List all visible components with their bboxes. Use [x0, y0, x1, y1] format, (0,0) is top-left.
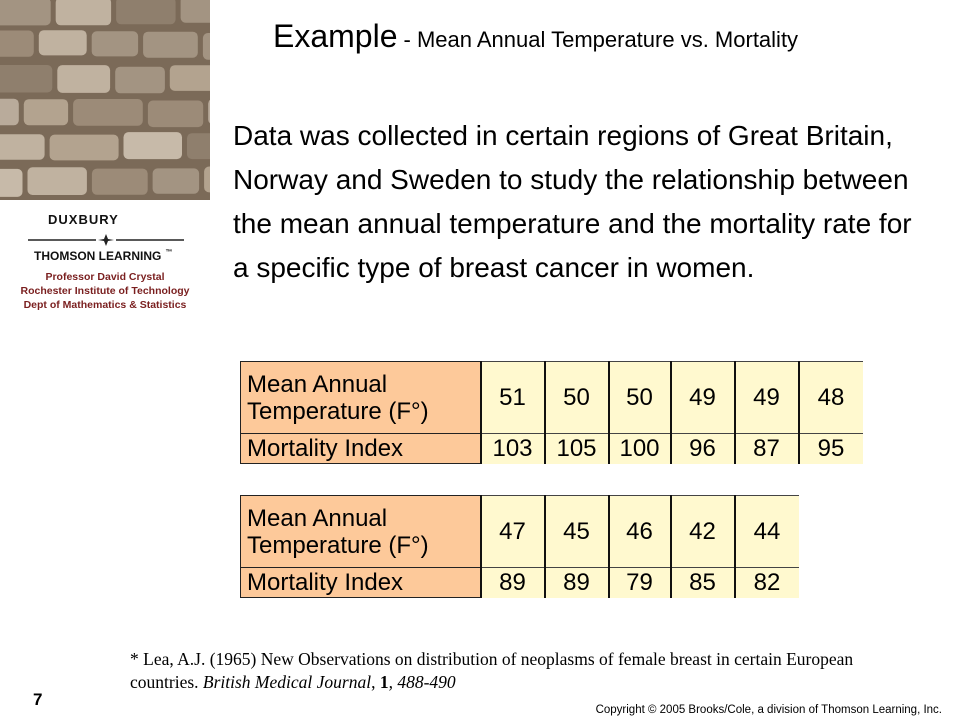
- citation-footnote: * Lea, A.J. (1965) New Observations on distribution of neoplasms of female breast in certain European countries. British Medical Journal, 1, 488-490: [130, 649, 854, 692]
- temperature-label-line1: Mean Annual: [247, 370, 388, 398]
- stone-block: [57, 65, 110, 93]
- mortality-cell: 85: [671, 568, 735, 598]
- stone-block: [0, 31, 34, 57]
- data-table-2: [240, 495, 799, 598]
- stone-wall-image: [0, 0, 210, 200]
- stone-block: [92, 31, 138, 56]
- temperature-cell: 49: [735, 362, 799, 434]
- temperature-cell: 50: [545, 362, 609, 434]
- stone-block: [148, 101, 203, 128]
- stone-block: [39, 30, 87, 55]
- citation-pages: 488-490: [397, 672, 456, 692]
- temperature-label: [241, 496, 481, 568]
- mortality-cell: 87: [735, 434, 799, 464]
- citation-journal: British Medical Journal: [202, 672, 372, 692]
- temperature-cell: 49: [671, 362, 735, 434]
- stone-block: [181, 0, 210, 23]
- temperature-label: [241, 362, 481, 434]
- temperature-cell: 45: [545, 496, 609, 568]
- stone-block: [0, 169, 23, 197]
- logo-trademark: ™: [165, 249, 173, 256]
- mortality-label: Mortality Index: [241, 434, 481, 464]
- logo-line-2: Rochester Institute of Technology: [20, 285, 190, 297]
- stone-block: [0, 0, 51, 25]
- citation-text: * Lea, A.J. (1965) New Observations on distribution of neoplasms of female breast in certain European countries.: [130, 649, 854, 692]
- stone-block: [208, 99, 210, 125]
- temperature-cell: 51: [481, 362, 545, 434]
- mortality-cell: 96: [671, 434, 735, 464]
- mortality-cell: 82: [735, 568, 799, 598]
- mortality-row: [241, 434, 863, 464]
- temperature-row: [241, 496, 799, 568]
- logo-line-1: Professor David Crystal: [45, 271, 165, 283]
- title-subtitle: - Mean Annual Temperature vs. Mortality: [403, 27, 799, 52]
- temperature-cell: 48: [799, 362, 863, 434]
- temperature-label-line2: Temperature (F°): [247, 531, 429, 559]
- stone-block: [0, 99, 19, 126]
- stone-block: [124, 132, 183, 159]
- logo-star-icon: [28, 234, 184, 246]
- citation-volume: 1: [379, 672, 389, 692]
- mortality-cell: 103: [481, 434, 545, 464]
- stone-block: [204, 167, 210, 193]
- stone-block: [0, 134, 45, 159]
- stone-block: [50, 135, 119, 161]
- temperature-label-line2: Temperature (F°): [247, 397, 429, 425]
- mortality-cell: 95: [799, 434, 863, 464]
- logo-line-3: Dept of Mathematics & Statistics: [23, 299, 187, 311]
- temperature-label-line1: Mean Annual: [247, 504, 388, 532]
- stone-block: [170, 65, 210, 91]
- logo-publisher-text: THOMSON LEARNING: [34, 249, 162, 263]
- stone-block: [153, 168, 200, 193]
- stone-block: [143, 32, 198, 58]
- body-paragraph: Data was collected in certain regions of Great Britain, Norway and Sweden to study the relationship between the mean annual temperature and the mortality rate for a specific type of breast cancer in women.: [233, 120, 912, 283]
- stone-block: [115, 67, 165, 94]
- slide-title: [273, 18, 798, 55]
- copyright-notice: Copyright © 2005 Brooks/Cole, a division of Thomson Learning, Inc.: [595, 704, 942, 716]
- stone-block: [0, 65, 52, 93]
- temperature-cell: 50: [609, 362, 671, 434]
- temperature-cell: 47: [481, 496, 545, 568]
- data-table-1: [240, 361, 863, 464]
- mortality-row: [241, 568, 799, 598]
- title-main: Example: [273, 18, 398, 54]
- stone-block: [116, 0, 176, 24]
- temperature-cell: 44: [735, 496, 799, 568]
- stone-block: [92, 169, 148, 195]
- page-number: 7: [33, 690, 43, 709]
- logo-brand: DUXBURY: [48, 212, 119, 227]
- mortality-cell: 105: [545, 434, 609, 464]
- temperature-cell: 42: [671, 496, 735, 568]
- logo-publisher: [34, 249, 172, 263]
- stone-block: [56, 0, 111, 25]
- publisher-logo: [0, 212, 210, 320]
- temperature-cell: 46: [609, 496, 671, 568]
- mortality-cell: 89: [545, 568, 609, 598]
- mortality-cell: 89: [481, 568, 545, 598]
- stone-block: [24, 99, 68, 125]
- stone-block: [187, 133, 210, 159]
- mortality-cell: 79: [609, 568, 671, 598]
- stone-block: [28, 167, 87, 195]
- mortality-label: Mortality Index: [241, 568, 481, 598]
- stone-block: [203, 33, 210, 60]
- mortality-cell: 100: [609, 434, 671, 464]
- temperature-row: [241, 362, 863, 434]
- stone-block: [73, 99, 143, 126]
